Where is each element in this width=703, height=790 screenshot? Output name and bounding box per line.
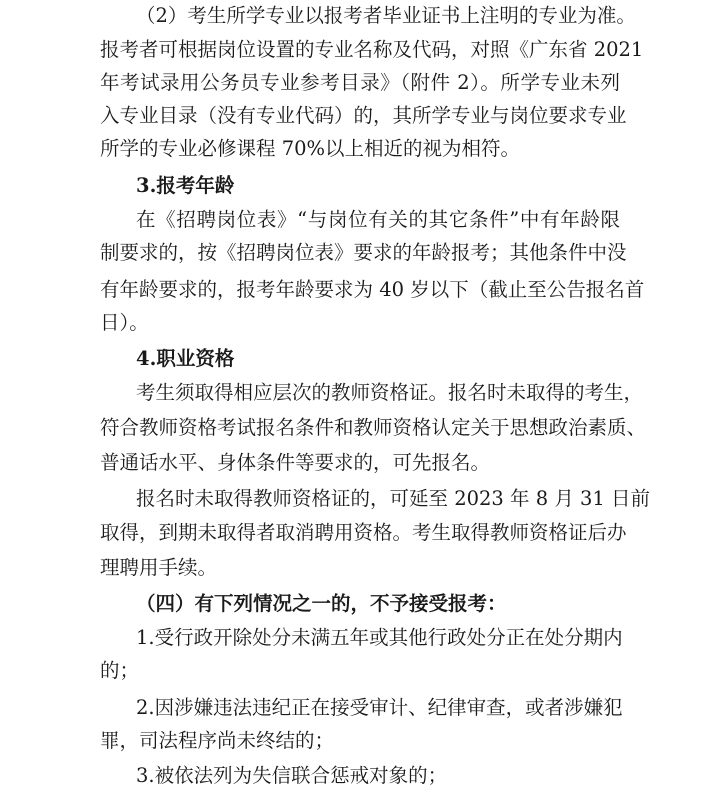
paragraph-line: 普通话水平、身体条件等要求的，可先报名。 [100, 451, 491, 474]
paragraph-line: 所学的专业必修课程 70%以上相近的视为相符。 [100, 137, 521, 160]
paragraph-line: 制要求的，按《招聘岗位表》要求的年龄报考；其他条件中没 [100, 241, 627, 264]
paragraph-line: 报考者可根据岗位设置的专业名称及代码，对照《广东省 2021 [100, 38, 644, 61]
list-item-line: 3.被依法列为失信联合惩戒对象的； [136, 764, 448, 787]
paragraph-line: 在《招聘岗位表》“与岗位有关的其它条件”中有年龄限 [136, 208, 620, 231]
section-heading-exclusions: （四）有下列情况之一的，不予接受报考： [136, 592, 507, 615]
paragraph-line: 理聘用手续。 [100, 556, 218, 579]
paragraph-line: 年考试录用公务员专业参考目录》（附件 2）。所学专业未列 [100, 71, 620, 94]
paragraph-line: 报名时未取得教师资格证的，可延至 2023 年 8 月 31 日前 [136, 487, 651, 510]
list-item-line: 1.受行政开除处分未满五年或其他行政处分正在处分期内 [136, 626, 623, 649]
paragraph-line: （2）考生所学专业以报考者毕业证书上注明的专业为准。 [136, 4, 636, 27]
section-heading-age: 3.报考年龄 [136, 174, 235, 197]
paragraph-line: 有年龄要求的，报考年龄要求为 40 岁以下（截止至公告报名首 [100, 278, 645, 301]
list-item-line: 2.因涉嫌违法违纪正在接受审计、纪律审查，或者涉嫌犯 [136, 696, 623, 719]
section-heading-qualification: 4.职业资格 [136, 347, 235, 370]
paragraph-line: 取得，到期未取得者取消聘用资格。考生取得教师资格证后办 [100, 521, 627, 544]
paragraph-line: 符合教师资格考试报名条件和教师资格认定关于思想政治素质、 [100, 416, 647, 439]
paragraph-line: 入专业目录（没有专业代码）的，其所学专业与岗位要求专业 [100, 104, 627, 127]
list-item-line: 罪，司法程序尚未终结的； [100, 729, 335, 752]
paragraph-line: 日）。 [100, 311, 149, 334]
paragraph-line: 考生须取得相应层次的教师资格证。报名时未取得的考生， [136, 381, 644, 404]
list-item-line: 的； [100, 659, 140, 682]
